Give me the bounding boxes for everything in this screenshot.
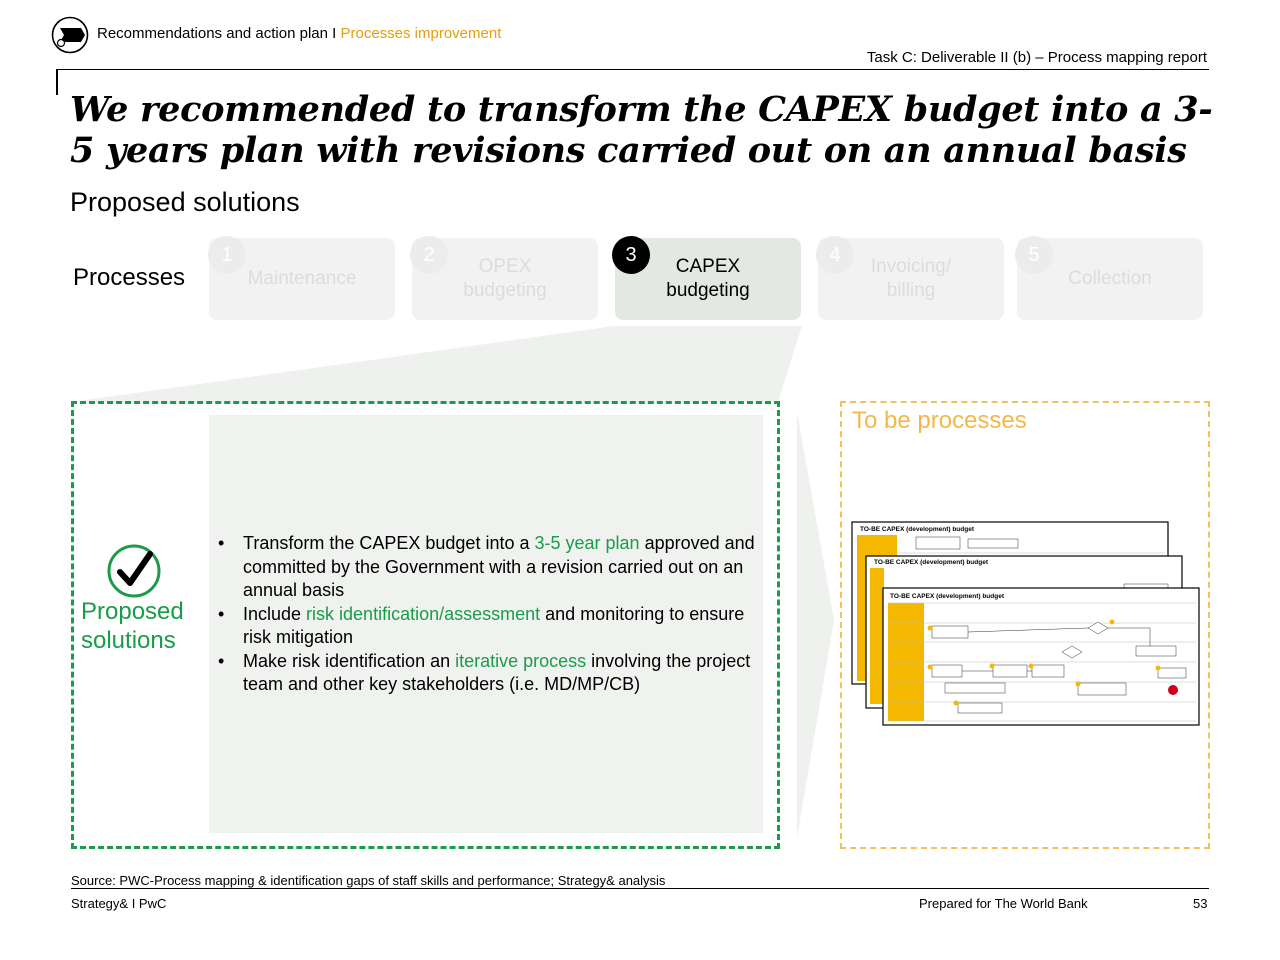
thumbnail-title: TO-BE CAPEX (development) budget — [874, 559, 988, 566]
process-step-number: 2 — [410, 236, 448, 274]
list-item — [218, 603, 758, 650]
footer-brand: Strategy& I PwC — [71, 896, 167, 911]
bullet-text: Include — [243, 603, 307, 624]
breadcrumb-accent: Processes improvement — [340, 25, 502, 42]
thumbnail-title: TO-BE CAPEX (development) budget — [890, 593, 1004, 600]
process-step-number: 1 — [208, 236, 246, 274]
checkmark-icon — [106, 543, 162, 599]
list-item — [218, 650, 758, 697]
process-step-number: 3 — [612, 236, 650, 274]
process-map-thumbnails[interactable] — [850, 520, 1202, 730]
process-step-label: CAPEX budgeting — [666, 256, 750, 301]
bullet-text: and monitoring to ensure risk mitigation — [243, 603, 745, 647]
list-item — [218, 532, 758, 603]
task-label: Task C: Deliverable II (b) – Process mapping report — [866, 49, 1207, 66]
bullet-highlight: 3-5 year plan — [534, 533, 640, 553]
process-step-label: OPEX budgeting — [463, 256, 547, 301]
bullet-highlight: risk identification/assessment — [306, 603, 541, 624]
footer-divider — [71, 888, 1209, 889]
breadcrumb-section: Recommendations and action plan I — [97, 25, 337, 42]
bullet-text: Make risk identification an — [243, 650, 456, 671]
source-note: Source: PWC-Process mapping & identification gaps of staff skills and performance; Strategy& analysis — [71, 873, 666, 888]
page-title: We recommended to transform the CAPEX budget into a 3-5 years plan with revisions carried out on an annual basis — [70, 89, 1213, 171]
bullet-text: involving the project team and other key stakeholders (i.e. MD/MP/CB) — [243, 650, 751, 694]
bullet-text: Transform the CAPEX budget into a — [243, 533, 535, 553]
process-step-number: 5 — [1015, 236, 1053, 274]
proposed-solutions-label: Proposed solutions — [81, 598, 184, 654]
processes-label: Processes — [73, 264, 186, 291]
footer-prepared-for: Prepared for The World Bank — [919, 896, 1088, 911]
process-step-label: Maintenance — [247, 268, 357, 289]
solutions-list — [218, 532, 758, 697]
to-be-processes-title: To be processes — [852, 407, 1027, 434]
process-step-label: Collection — [1068, 268, 1152, 289]
process-step-label: Invoicing/ billing — [870, 256, 952, 301]
bullet-highlight: iterative process — [455, 650, 587, 671]
page-subtitle: Proposed solutions — [70, 187, 300, 217]
process-step-number: 4 — [816, 236, 854, 274]
process-map-sheet-3 — [883, 588, 1199, 725]
bullet-text: approved and committed by the Government with a revision carried out on an annual basis — [243, 533, 755, 600]
page-number: 53 — [1193, 896, 1208, 911]
thumbnail-title: TO-BE CAPEX (development) budget — [860, 526, 974, 533]
